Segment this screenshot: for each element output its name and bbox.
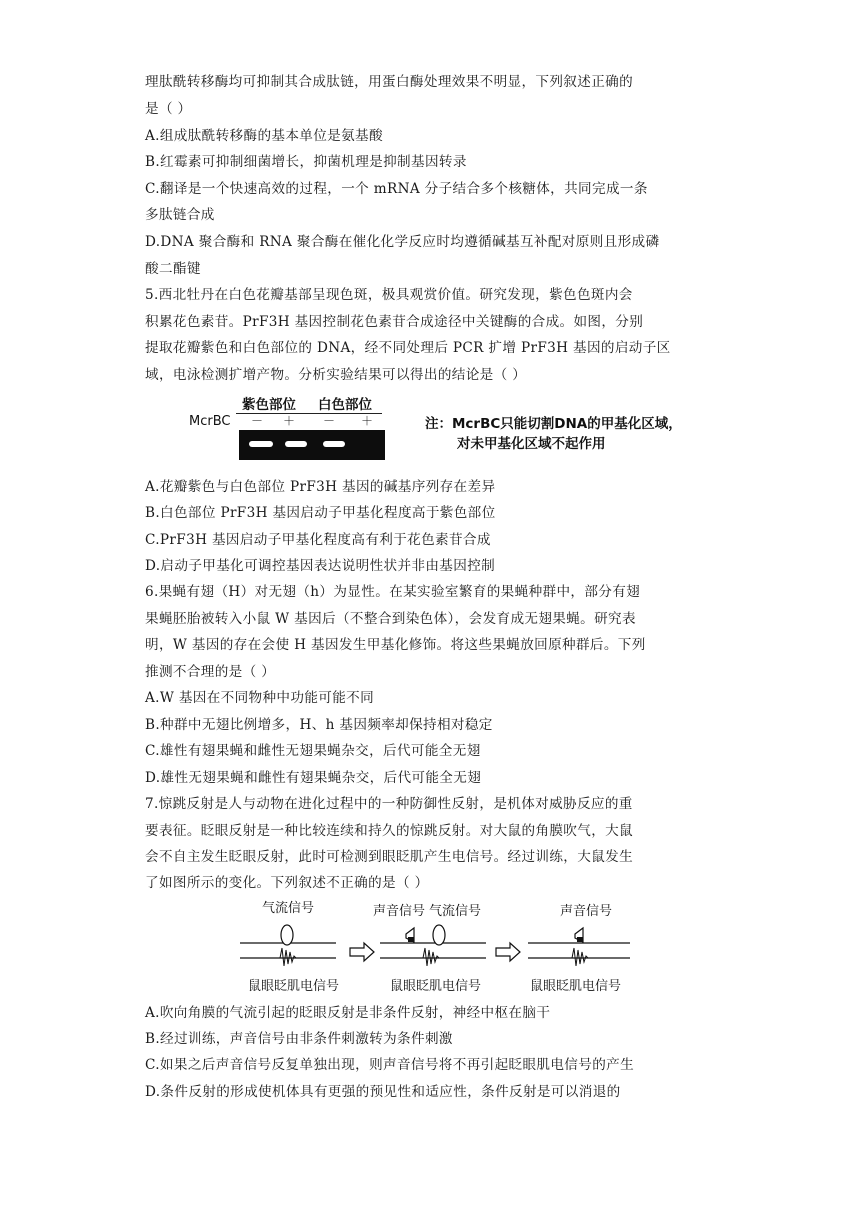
panel1-air-label: 气流信号 [262, 901, 315, 916]
q7-stem-line-3: 会不自主发生眨眼反射，此时可检测到眼眨肌产生电信号。经过训练，大鼠发生 [145, 849, 634, 865]
panel1-emg-label: 鼠眼眨肌电信号 [248, 979, 340, 994]
q5-stem-line-2: 积累花色素苷。PrF3H 基因控制花色素苷合成途径中关键酶的合成。如图，分别 [145, 314, 644, 330]
q5-stem-line-3: 提取花瓣紫色和白色部位的 DNA，经不同处理后 PCR 扩增 PrF3H 基因的启动子区 [145, 340, 671, 356]
lane-sign-3: － [323, 414, 336, 428]
q6-stem-line-1: 6.果蝇有翅（H）对无翅（h）为显性。在某实验室繁育的果蝇种群中，部分有翅 [145, 584, 641, 600]
lane-sign-4: ＋ [361, 414, 374, 428]
q6-stem-line-2: 果蝇胚胎被转入小鼠 W 基因后（不整合到染色体），会发育成无翅果蝇。研究表 [145, 611, 636, 627]
air-puff-icon [433, 925, 445, 945]
q7-option-c: C.如果之后声音信号反复单独出现，则声音信号将不再引起眨眼肌电信号的产生 [145, 1057, 635, 1073]
lane-sign-2: ＋ [283, 414, 296, 428]
mcrbc-label: McrBC [189, 414, 231, 429]
q6-option-b: B.种群中无翅比例增多，H、h 基因频率却保持相对稳定 [145, 717, 493, 733]
figure-note-line-2: 对未甲基化区域不起作用 [457, 436, 606, 452]
q5-option-d: D.启动子甲基化可调控基因表达说明性状并非由基因控制 [145, 558, 496, 574]
q7-option-a: A.吹向角膜的气流引起的眨眼反射是非条件反射，神经中枢在脑干 [145, 1005, 551, 1021]
q5-option-a: A.花瓣紫色与白色部位 PrF3H 基因的碱基序列存在差异 [145, 479, 496, 495]
q6-option-d: D.雄性无翅果蝇和雌性有翅果蝇杂交，后代可能全无翅 [145, 770, 482, 786]
panel-2 [380, 925, 486, 966]
q4-option-c: C.翻译是一个快速高效的过程，一个 mRNA 分子结合多个核糖体，共同完成一条 [145, 181, 648, 197]
header-purple-part: 紫色部位 [242, 397, 296, 413]
q6-stem-line-3: 明，W 基因的存在会使 H 基因发生甲基化修饰。将这些果蝇放回原种群后。下列 [145, 637, 646, 653]
q4-option-d: D.DNA 聚合酶和 RNA 聚合酶在催化化学反应时均遵循碱基互补配对原则且形成磷 [145, 234, 660, 250]
q5-figure [185, 390, 705, 462]
q5-stem-line-4: 域，电泳检测扩增产物。分析实验结果可以得出的结论是（ ） [145, 367, 527, 383]
panel-1 [240, 925, 336, 966]
q5-stem-line-1: 5.西北牡丹在白色花瓣基部呈现色斑，极具观赏价值。研究发现，紫色色斑内会 [145, 287, 633, 303]
emg-signal-icon [423, 948, 439, 966]
speaker-icon [406, 928, 414, 942]
lane-sign-1: － [251, 414, 264, 428]
q4-option-a: A.组成肽酰转移酶的基本单位是氨基酸 [145, 128, 383, 144]
q7-stem-line-2: 要表征。眨眼反射是一种比较连续和持久的惊跳反射。对大鼠的角膜吹气，大鼠 [145, 823, 634, 839]
q5-option-c: C.PrF3H 基因启动子甲基化程度高有利于花色素苷合成 [145, 532, 491, 548]
panel2-air-label: 气流信号 [429, 904, 482, 919]
q4-stem-line-1: 理肽酰转移酶均可抑制其合成肽链，用蛋白酶处理效果不明显，下列叙述正确的 [145, 74, 634, 90]
q5-option-b: B.白色部位 PrF3H 基因启动子甲基化程度高于紫色部位 [145, 505, 496, 521]
panel3-emg-label: 鼠眼眨肌电信号 [530, 979, 622, 994]
panel3-sound-label: 声音信号 [560, 904, 613, 919]
emg-signal-icon [572, 948, 588, 966]
q6-stem-line-4: 推测不合理的是（ ） [145, 664, 276, 680]
q7-figure [240, 897, 640, 997]
q4-option-d-cont: 酸二酯键 [145, 261, 201, 277]
arrow-right-icon [350, 943, 374, 961]
q6-option-c: C.雄性有翅果蝇和雌性无翅果蝇杂交，后代可能全无翅 [145, 743, 481, 759]
q7-stem-line-4: 了如图所示的变化。下列叙述不正确的是（ ） [145, 875, 429, 891]
air-puff-icon [281, 925, 293, 945]
panel-3 [528, 928, 630, 966]
q4-option-c-cont: 多肽链合成 [145, 207, 215, 223]
q7-stem-line-1: 7.惊跳反射是人与动物在进化过程中的一种防御性反射，是机体对威胁反应的重 [145, 796, 633, 812]
q4-option-b: B.红霉素可抑制细菌增长，抑菌机理是抑制基因转录 [145, 154, 467, 170]
emg-signal-icon [280, 948, 296, 966]
q7-option-d: D.条件反射的形成使机体具有更强的预见性和适应性，条件反射是可以消退的 [145, 1084, 621, 1100]
gel-band-lane-2 [285, 441, 307, 447]
q7-option-b: B.经过训练，声音信号由非条件刺激转为条件刺激 [145, 1031, 453, 1047]
gel-band-lane-3 [323, 441, 345, 447]
electrophoresis-gel [239, 430, 385, 460]
speaker-icon [575, 928, 583, 942]
panel2-sound-label: 声音信号 [373, 904, 426, 919]
arrow-right-icon [496, 943, 520, 961]
figure-note-line-1: 注：McrBC只能切割DNA的甲基化区域， [425, 416, 682, 432]
q6-option-a: A.W 基因在不同物种中功能可能不同 [145, 690, 375, 706]
panel2-emg-label: 鼠眼眨肌电信号 [390, 979, 482, 994]
header-white-part: 白色部位 [318, 397, 372, 413]
gel-band-lane-1 [249, 441, 273, 447]
q4-stem-line-2: 是（ ） [145, 101, 192, 117]
